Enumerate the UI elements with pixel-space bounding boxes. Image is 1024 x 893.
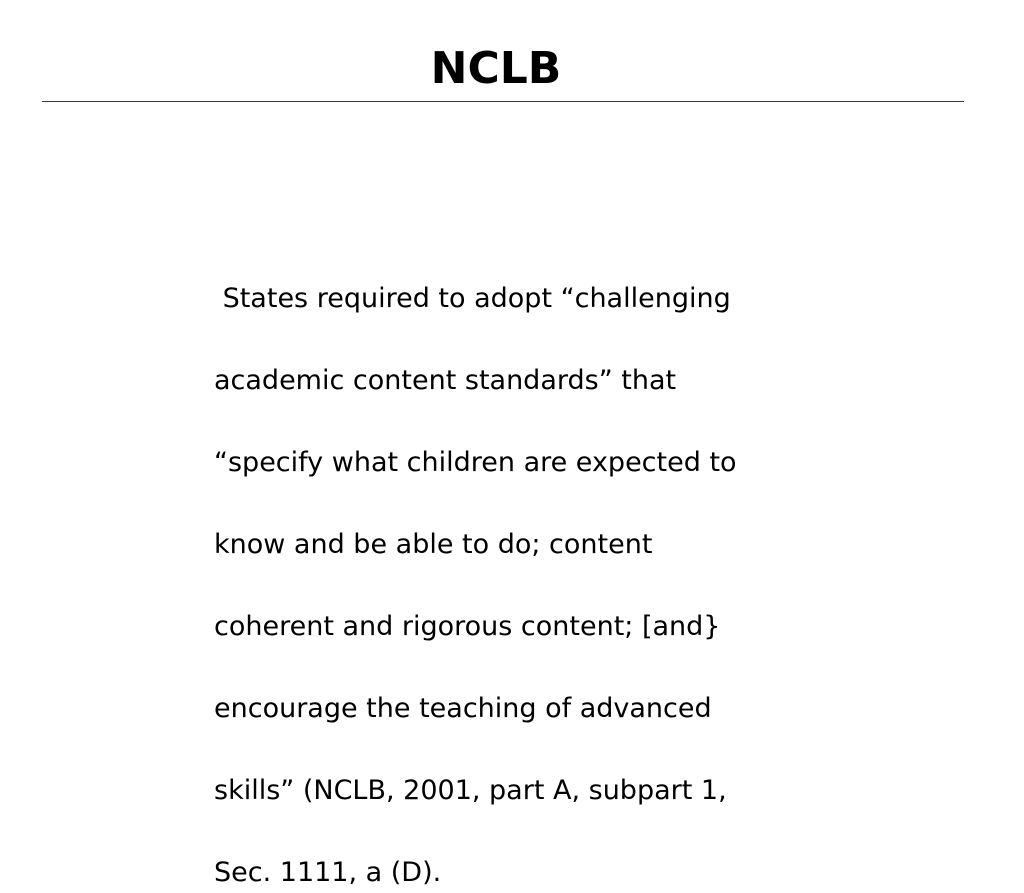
body-line: “specify what children are expected to <box>214 447 737 478</box>
body-line: coherent and rigorous content; [and} <box>214 611 721 642</box>
slide-title: NCLB <box>430 43 562 94</box>
body-line: skills” (NCLB, 2001, part A, subpart 1, <box>214 775 727 806</box>
body-line: academic content standards” that <box>214 365 677 396</box>
title-divider <box>42 101 964 102</box>
body-line: Sec. 1111, a (D). <box>214 857 442 888</box>
body-line: States required to adopt “challenging <box>214 283 731 314</box>
body-line: know and be able to do; content <box>214 529 653 560</box>
body-line: encourage the teaching of advanced <box>214 693 712 724</box>
slide-body-text <box>214 237 894 893</box>
